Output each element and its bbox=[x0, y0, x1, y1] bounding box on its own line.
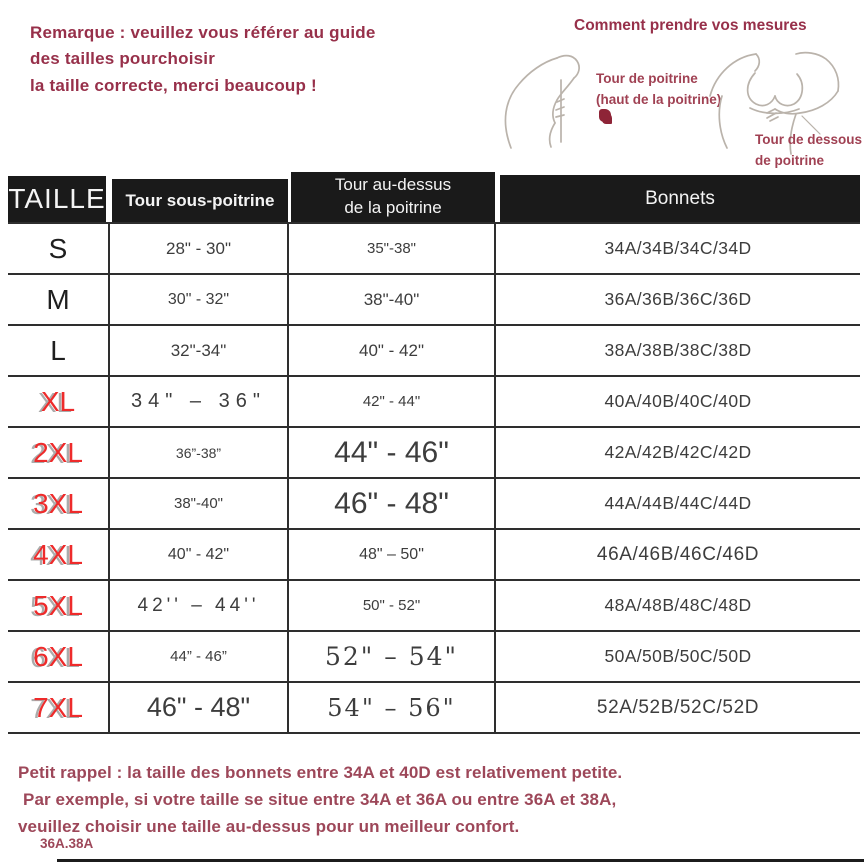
header-underbust: Tour sous-poitrine bbox=[112, 179, 288, 222]
underbust-cell: 46" - 48" bbox=[108, 683, 287, 732]
overbust-cell: 42" - 44" bbox=[287, 377, 494, 426]
bottom-note bbox=[18, 760, 622, 841]
size-cell: M bbox=[46, 283, 70, 315]
size-cell: XL bbox=[40, 385, 76, 417]
cups-cell: 48A/48B/48C/48D bbox=[494, 581, 860, 630]
top-note-line2: des tailles pourchoisir bbox=[30, 49, 216, 69]
cups-cell: 50A/50B/50C/50D bbox=[494, 632, 860, 681]
underbust-label bbox=[755, 130, 862, 172]
overbust-cell: 48" – 50" bbox=[287, 530, 494, 579]
header-overbust bbox=[291, 172, 495, 222]
size-cell: 4XL bbox=[33, 538, 83, 570]
table-row bbox=[8, 377, 860, 428]
size-cell: 7XL bbox=[33, 691, 83, 723]
bottom-divider bbox=[57, 859, 864, 862]
tape-measure-icon bbox=[599, 109, 611, 122]
bottom-note-line2: Par exemple, si votre taille se situe entre 34A et 36A ou entre 36A et 38A, bbox=[23, 789, 617, 809]
table-row bbox=[8, 326, 860, 377]
table-row bbox=[8, 530, 860, 581]
size-cell: L bbox=[50, 334, 66, 366]
overbust-cell: 50" - 52" bbox=[287, 581, 494, 630]
overbust-cell: 44" - 46" bbox=[287, 428, 494, 477]
underbust-cell: 38"-40" bbox=[108, 479, 287, 528]
overbust-label-line2: (haut de la poitrine) bbox=[596, 91, 722, 107]
table-header bbox=[8, 172, 860, 222]
bottom-note-line1: Petit rappel : la taille des bonnets entre 34A et 40D est relativement petite. bbox=[18, 763, 623, 782]
underbust-cell: 30" - 32" bbox=[108, 275, 287, 324]
overbust-cell: 38"-40" bbox=[287, 275, 494, 324]
cups-cell: 40A/40B/40C/40D bbox=[494, 377, 860, 426]
underbust-label-line1: Tour de dessous bbox=[755, 132, 863, 147]
header-size: TAILLE bbox=[8, 176, 106, 222]
table-row bbox=[8, 224, 860, 275]
header-overbust-line2: de la poitrine bbox=[344, 198, 442, 217]
cups-cell: 52A/52B/52C/52D bbox=[494, 683, 860, 732]
table-row bbox=[8, 479, 860, 530]
table-row bbox=[8, 581, 860, 632]
size-cell: S bbox=[48, 232, 68, 264]
cups-cell: 38A/38B/38C/38D bbox=[494, 326, 860, 375]
header-overbust-line1: Tour au-dessus bbox=[334, 175, 452, 195]
cups-cell: 34A/34B/34C/34D bbox=[494, 224, 860, 273]
underbust-cell: 44” - 46” bbox=[108, 632, 287, 681]
table-row bbox=[8, 428, 860, 479]
underbust-label-line2: de poitrine bbox=[755, 152, 825, 168]
overbust-cell: 40" - 42" bbox=[287, 326, 494, 375]
table-body bbox=[8, 222, 860, 734]
measure-guide-title: Comment prendre vos mesures bbox=[574, 17, 807, 34]
underbust-cell: 34" – 36" bbox=[108, 377, 287, 426]
cups-cell: 42A/42B/42C/42D bbox=[494, 428, 860, 477]
top-note bbox=[30, 20, 375, 99]
overbust-cell: 54" – 56" bbox=[287, 683, 494, 732]
underbust-cell: 40" - 42" bbox=[108, 530, 287, 579]
table-row bbox=[8, 275, 860, 326]
underbust-cell: 32"-34" bbox=[108, 326, 287, 375]
size-cell: 6XL bbox=[33, 640, 83, 672]
table-row bbox=[8, 683, 860, 734]
size-cell: 5XL bbox=[33, 589, 83, 621]
cups-cell: 44A/44B/44C/44D bbox=[494, 479, 860, 528]
overbust-cell: 52" – 54" bbox=[287, 632, 494, 681]
underbust-cell: 36”-38” bbox=[108, 428, 287, 477]
top-note-line1: Remarque : veuillez vous référer au guide bbox=[30, 23, 376, 42]
size-cell: 3XL bbox=[33, 487, 83, 519]
cups-cell: 36A/36B/36C/36D bbox=[494, 275, 860, 324]
overbust-cell: 35"-38" bbox=[287, 224, 494, 273]
size-table bbox=[8, 172, 860, 734]
underbust-cell: 28" - 30" bbox=[108, 224, 287, 273]
header-cups: Bonnets bbox=[500, 175, 860, 222]
underbust-cell: 42'' – 44'' bbox=[108, 581, 287, 630]
overbust-label-line1: Tour de poitrine bbox=[596, 71, 698, 86]
top-note-line3: la taille correcte, merci beaucoup ! bbox=[30, 75, 317, 95]
overbust-cell: 46" - 48" bbox=[287, 479, 494, 528]
cups-cell: 46A/46B/46C/46D bbox=[494, 530, 860, 579]
bottom-footnote: 36A.38A bbox=[40, 836, 94, 851]
table-row bbox=[8, 632, 860, 683]
bottom-note-line3: veuillez choisir une taille au-dessus pour un meilleur confort. bbox=[18, 816, 520, 836]
size-cell: 2XL bbox=[33, 436, 83, 468]
